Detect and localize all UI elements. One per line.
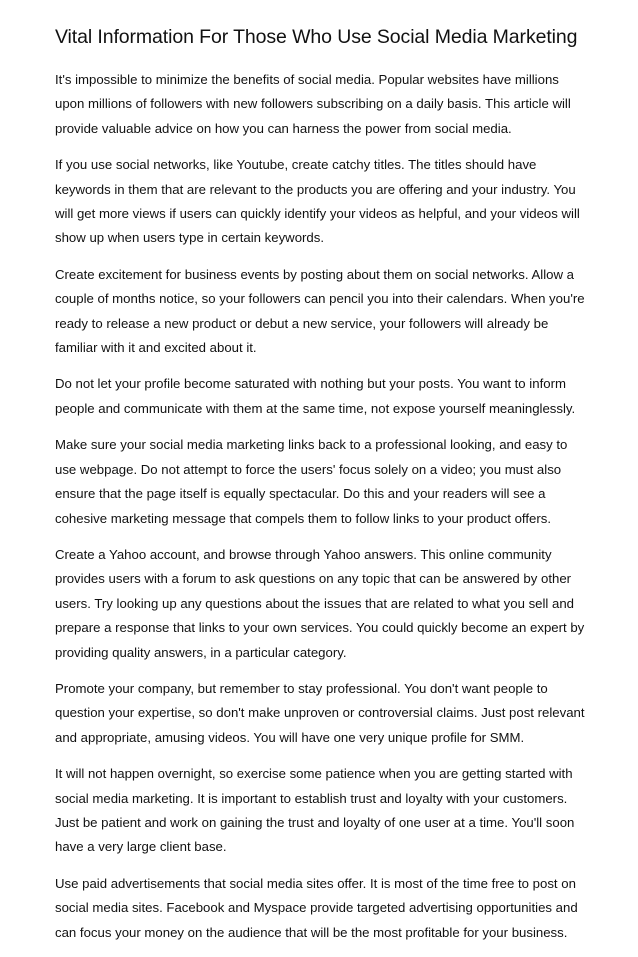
paragraph-7: Promote your company, but remember to stay professional. You don't want people to question your expertise, so don't make unproven or controversial claims. Just post relevant and appropriate, amusing videos. You will have one very unique profile for SMM. [55, 680, 585, 745]
paragraph-9: Use paid advertisements that social media sites offer. It is most of the time free to post on social media sites. Facebook and Myspace provide targeted advertising opportunities and can focus your money on the audience that will be the most profitable for your business. [55, 875, 578, 940]
paragraph-3: Create excitement for business events by posting about them on social networks. Allow a couple of months notice, so your followers can pencil you into their calendars. When you're ready to release a new product or debut a new service, your followers will already be familiar with it and excited about it. [55, 266, 585, 356]
document-page [55, 24, 591, 957]
paragraph-1: It's impossible to minimize the benefits of social media. Popular websites have millions upon millions of followers with new followers subscribing on a daily basis. This article will provide valuable advice on how you can harness the power from social media. [55, 72, 571, 136]
paragraph-6: Create a Yahoo account, and browse through Yahoo answers. This online community provides users with a forum to ask questions on any topic that can be answered by other users. Try looking up any questions about the issues that are related to what you sell and prepare a response that links to your own services. You could quickly become an expert by providing quality answers, in a particular category. [55, 546, 585, 660]
paragraph-5: Make sure your social media marketing links back to a professional looking, and easy to use webpage. Do not attempt to force the users' focus solely on a video; you must also ensure that the page itself is equally spectacular. Do this and your readers will see a cohesive marketing message that compels them to follow links to your product offers. [55, 437, 568, 526]
paragraph-4: Do not let your profile become saturated with nothing but your posts. You want to inform people and communicate with them at the same time, not expose yourself meaninglessly. [55, 376, 576, 416]
document-title: Vital Information For Those Who Use Social Media Marketing [55, 26, 578, 48]
paragraph-2: If you use social networks, like Youtube, create catchy titles. The titles should have keywords in them that are relevant to the products you are offering and your industry. You will get more views if users can quickly identify your videos as helpful, and your videos will show up when users type in certain keywords. [55, 157, 580, 246]
paragraph-8: It will not happen overnight, so exercise some patience when you are getting started with social media marketing. It is important to establish trust and loyalty with your customers. Just be patient and work on gaining the trust and loyalty of one user at a time. You'll soon have a very large client base. [55, 766, 575, 855]
